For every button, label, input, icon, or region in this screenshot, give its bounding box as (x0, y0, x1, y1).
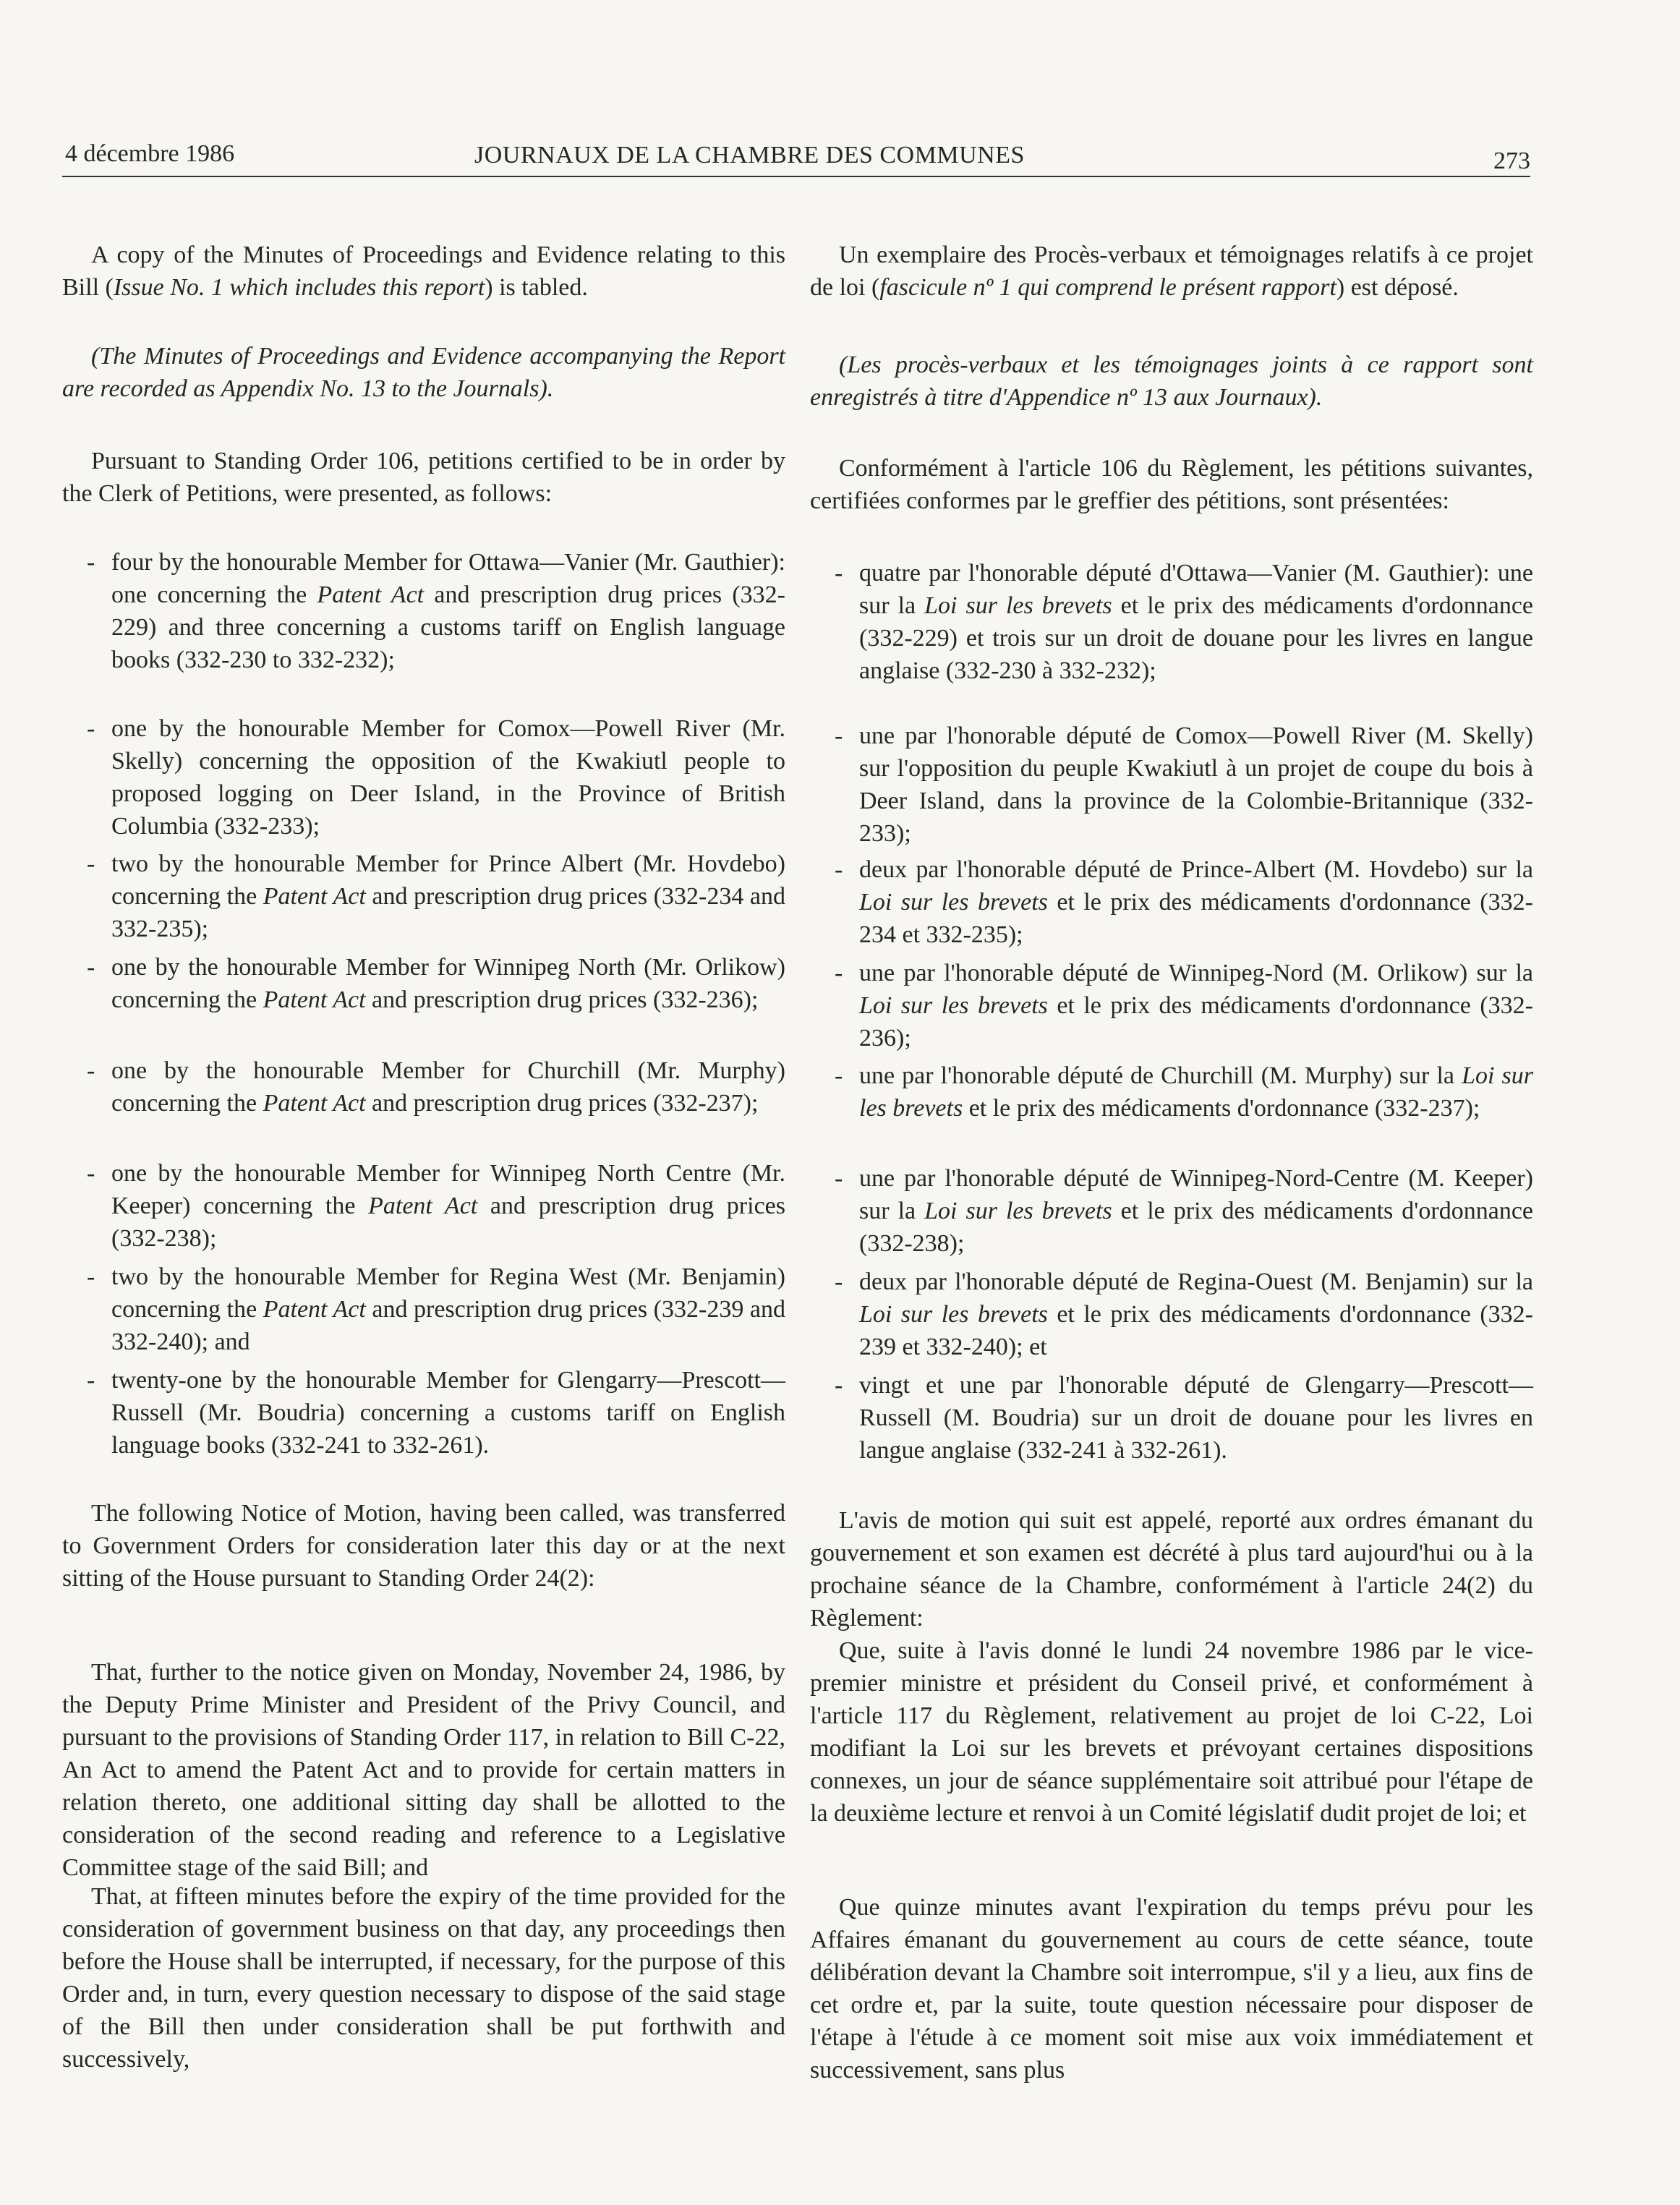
fr-petition-item: - quatre par l'honorable député d'Ottawa—Vanier (M. Gauthier): une sur la Loi sur les brevets et le prix des médicaments d'ordonnance (332-229) et trois sur un droit de douane pour les livres en langue anglaise (332-230 à 332-232); (835, 560, 1534, 684)
en-notice-intro: The following Notice of Motion, having been called, was transferred to Government Orders for consideration later this day or at the next sitting of the House pursuant to Standing Order 24(2): (62, 1500, 785, 1592)
journal-title: JOURNAUX DE LA CHAMBRE DES COMMUNES (474, 142, 1025, 169)
en-petition-item: - twenty-one by the honourable Member for Glengarry—Prescott—Russell (Mr. Boudria) concerning a customs tariff on English language books (332-241 to 332-261). (87, 1367, 785, 1459)
fr-petitions-intro: Conformément à l'article 106 du Règlement, les pétitions suivantes, certifiées conformes par le greffier des pétitions, sont présentées: (810, 455, 1533, 514)
header-rule (62, 176, 1530, 177)
fr-petition-item: - une par l'honorable député de Winnipeg-Nord-Centre (M. Keeper) sur la Loi sur les brevets et le prix des médicaments d'ordonnance (332-238); (835, 1165, 1534, 1257)
en-petitions-intro: Pursuant to Standing Order 106, petitions certified to be in order by the Clerk of Petitions, were presented, as follows: (62, 448, 785, 507)
fr-petition-item: - une par l'honorable député de Churchill (M. Murphy) sur la Loi sur les brevets et le prix des médicaments d'ordonnance (332-237); (835, 1062, 1533, 1122)
fr-petition-item: - vingt et une par l'honorable député de Glengarry—Prescott—Russell (M. Boudria) sur un droit de douane pour les livres en langue anglaise (332-241 à 332-261). (835, 1372, 1533, 1464)
running-header (62, 140, 1530, 178)
en-petition-item: - one by the honourable Member for Winnipeg North (Mr. Orlikow) concerning the Patent Act and prescription drug prices (332-236); (87, 954, 785, 1013)
fr-copy-tabled: Un exemplaire des Procès-verbaux et témoignages relatifs à ce projet de loi (fascicule nº 1 qui comprend le présent rapport) est déposé. (810, 242, 1533, 301)
fr-petition-item: - deux par l'honorable député de Regina-Ouest (M. Benjamin) sur la Loi sur les brevets et le prix des médicaments d'ordonnance (332-239 et 332-240); et (835, 1268, 1533, 1360)
en-petition-item: - four by the honourable Member for Ottawa—Vanier (Mr. Gauthier): one concerning the Patent Act and prescription drug prices (332-229) and three concerning a customs tariff on English language books (332-230 to 332-232); (87, 549, 786, 673)
en-petition-item: - one by the honourable Member for Churchill (Mr. Murphy) concerning the Patent Act and prescription drug prices (332-237); (87, 1057, 785, 1117)
en-appendix-note: (The Minutes of Proceedings and Evidence accompanying the Report are recorded as Appendix No. 13 to the Journals). (62, 343, 785, 402)
en-copy-tabled: A copy of the Minutes of Proceedings and Evidence relating to this Bill (Issue No. 1 which includes this report) is tabled. (62, 242, 785, 301)
en-petition-item: - one by the honourable Member for Comox—Powell River (Mr. Skelly) concerning the opposition of the Kwakiutl people to proposed logging on Deer Island, in the Province of British Columbia (332-233); (87, 715, 785, 840)
page-number: 273 (1493, 148, 1530, 174)
en-petition-item: - two by the honourable Member for Prince Albert (Mr. Hovdebo) concerning the Patent Act and prescription drug prices (332-234 and 332-235); (87, 850, 785, 942)
fr-appendix-note: (Les procès-verbaux et les témoignages joints à ce rapport sont enregistrés à titre d'Appendice nº 13 aux Journaux). (810, 351, 1533, 411)
en-motion-1: That, further to the notice given on Monday, November 24, 1986, by the Deputy Prime Minister and President of the Privy Council, and pursuant to the provisions of Standing Order 117, in relation to Bill C-22, An Act to amend the Patent Act and to provide for certain matters in relation thereto, one additional sitting day shall be allotted to the consideration of the second reading and reference to a Legislative Committee stage of the said Bill; and (62, 1659, 785, 1881)
en-petition-item: - one by the honourable Member for Winnipeg North Centre (Mr. Keeper) concerning the Patent Act and prescription drug prices (332-238); (87, 1160, 785, 1252)
en-motion-2: That, at fifteen minutes before the expiry of the time provided for the consideration of government business on that day, any proceedings then before the House shall be interrupted, if necessary, for the purpose of this Order and, in turn, every question necessary to dispose of the said stage of the Bill then under consideration shall be put forthwith and successively, (62, 1883, 785, 2073)
en-petition-item: - two by the honourable Member for Regina West (Mr. Benjamin) concerning the Patent Act and prescription drug prices (332-239 and 332-240); and (87, 1263, 785, 1355)
header-date: 4 décembre 1986 (65, 140, 235, 167)
fr-petition-item: - une par l'honorable député de Winnipeg-Nord (M. Orlikow) sur la Loi sur les brevets et le prix des médicaments d'ordonnance (332-236); (835, 960, 1533, 1052)
fr-motion-1: Que, suite à l'avis donné le lundi 24 novembre 1986 par le vice-premier ministre et président du Conseil privé, et conformément à l'article 117 du Règlement, relativement au projet de loi C-22, Loi modifiant la Loi sur les brevets et prévoyant certaines dispositions connexes, un jour de séance supplémentaire soit attribué pour l'étape de la deuxième lecture et renvoi à un Comité législatif dudit projet de loi; et (810, 1637, 1533, 1827)
fr-notice-intro: L'avis de motion qui suit est appelé, reporté aux ordres émanant du gouvernement et son examen est décrété à plus tard aujourd'hui ou à la prochaine séance de la Chambre, conformément à l'article 24(2) du Règlement: (810, 1507, 1533, 1632)
fr-petition-item: - une par l'honorable député de Comox—Powell River (M. Skelly) sur l'opposition du peuple Kwakiutl à un projet de coupe du bois à Deer Island, dans la province de la Colombie-Britannique (332-233); (835, 722, 1533, 847)
fr-motion-2: Que quinze minutes avant l'expiration du temps prévu pour les Affaires émanant du gouvernement au cours de cette séance, toute délibération devant la Chambre soit interrompue, s'il y a lieu, aux fins de cet ordre et, par la suite, toute question nécessaire pour disposer de l'étape à l'étude à ce moment soit mise aux voix immédiatement et successivement, sans plus (810, 1894, 1533, 2084)
fr-petition-item: - deux par l'honorable député de Prince-Albert (M. Hovdebo) sur la Loi sur les brevets et le prix des médicaments d'ordonnance (332-234 et 332-235); (835, 856, 1533, 948)
